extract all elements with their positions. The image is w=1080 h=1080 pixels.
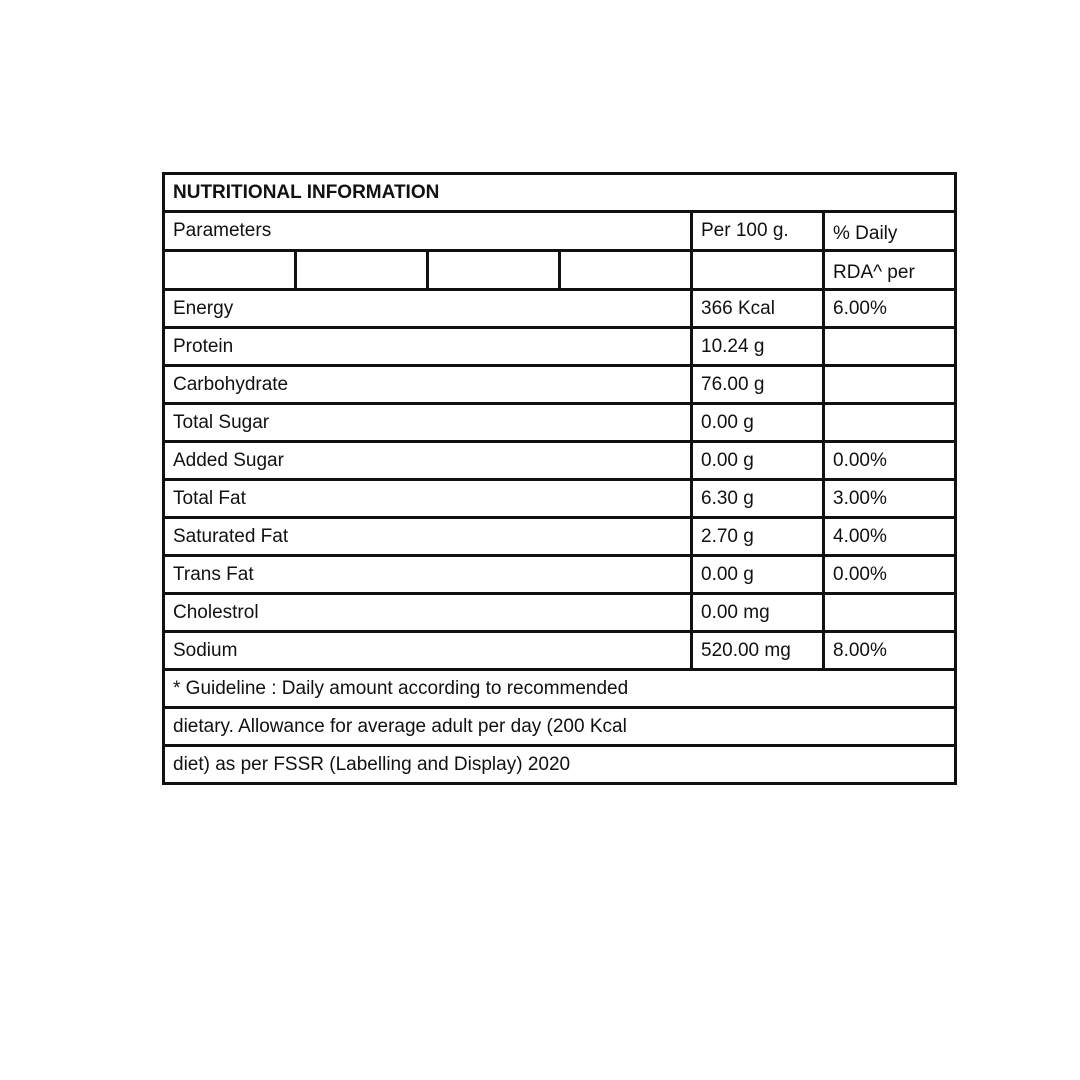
parameters-header: Parameters [164, 212, 692, 251]
parameter-cell: Sodium [164, 632, 692, 670]
rda-header [824, 251, 956, 290]
nutrition-table [162, 172, 957, 785]
per-100g-cell: 76.00 g [692, 366, 824, 404]
footnote-text: dietary. Allowance for average adult per day (200 Kcal [164, 708, 956, 746]
per-100g-cell: 0.00 g [692, 404, 824, 442]
empty-cell [164, 251, 296, 290]
empty-cell [692, 251, 824, 290]
per-100g-cell: 6.30 g [692, 480, 824, 518]
parameter-cell: Saturated Fat [164, 518, 692, 556]
parameter-cell: Cholestrol [164, 594, 692, 632]
footnote-row [164, 708, 956, 746]
per-100g-cell: 0.00 g [692, 442, 824, 480]
daily-value-header [824, 212, 956, 251]
per-100g-cell: 520.00 mg [692, 632, 824, 670]
daily-value-header-line2 [833, 247, 946, 249]
table-row [164, 404, 956, 442]
per-100g-cell: 0.00 mg [692, 594, 824, 632]
daily-value-cell: 4.00% [824, 518, 956, 556]
empty-cell [428, 251, 560, 290]
daily-value-header-line1: % Daily [833, 223, 898, 244]
table-row [164, 632, 956, 670]
nutrient-rows [164, 290, 956, 670]
footnote-text: diet) as per FSSR (Labelling and Display) 2020 [164, 746, 956, 784]
per-100g-cell: 366 Kcal [692, 290, 824, 328]
daily-value-cell: 8.00% [824, 632, 956, 670]
per-100g-cell: 2.70 g [692, 518, 824, 556]
table-row [164, 290, 956, 328]
parameter-cell: Added Sugar [164, 442, 692, 480]
empty-cell [296, 251, 428, 290]
daily-value-cell: 0.00% [824, 556, 956, 594]
rda-header-line1: RDA^ per [833, 262, 915, 283]
table-row [164, 480, 956, 518]
subheader-row [164, 251, 956, 290]
daily-value-cell: 0.00% [824, 442, 956, 480]
table-row [164, 328, 956, 366]
footnote-row [164, 670, 956, 708]
footnote-rows [164, 670, 956, 784]
table-row [164, 518, 956, 556]
table-row [164, 556, 956, 594]
nutrition-panel [162, 172, 954, 785]
parameter-cell: Carbohydrate [164, 366, 692, 404]
parameter-cell: Energy [164, 290, 692, 328]
table-row [164, 594, 956, 632]
rda-header-line2 [833, 286, 946, 288]
empty-cell [560, 251, 692, 290]
daily-value-cell [824, 404, 956, 442]
parameter-cell: Total Sugar [164, 404, 692, 442]
title-row [164, 174, 956, 212]
parameter-cell: Trans Fat [164, 556, 692, 594]
footnote-text: * Guideline : Daily amount according to recommended [164, 670, 956, 708]
daily-value-cell: 3.00% [824, 480, 956, 518]
table-row [164, 442, 956, 480]
table-row [164, 366, 956, 404]
table-title: NUTRITIONAL INFORMATION [164, 174, 956, 212]
per-100g-header: Per 100 g. [692, 212, 824, 251]
daily-value-cell: 6.00% [824, 290, 956, 328]
daily-value-cell [824, 366, 956, 404]
header-row [164, 212, 956, 251]
daily-value-cell [824, 328, 956, 366]
parameter-cell: Total Fat [164, 480, 692, 518]
parameter-cell: Protein [164, 328, 692, 366]
per-100g-cell: 10.24 g [692, 328, 824, 366]
footnote-row [164, 746, 956, 784]
per-100g-cell: 0.00 g [692, 556, 824, 594]
daily-value-cell [824, 594, 956, 632]
